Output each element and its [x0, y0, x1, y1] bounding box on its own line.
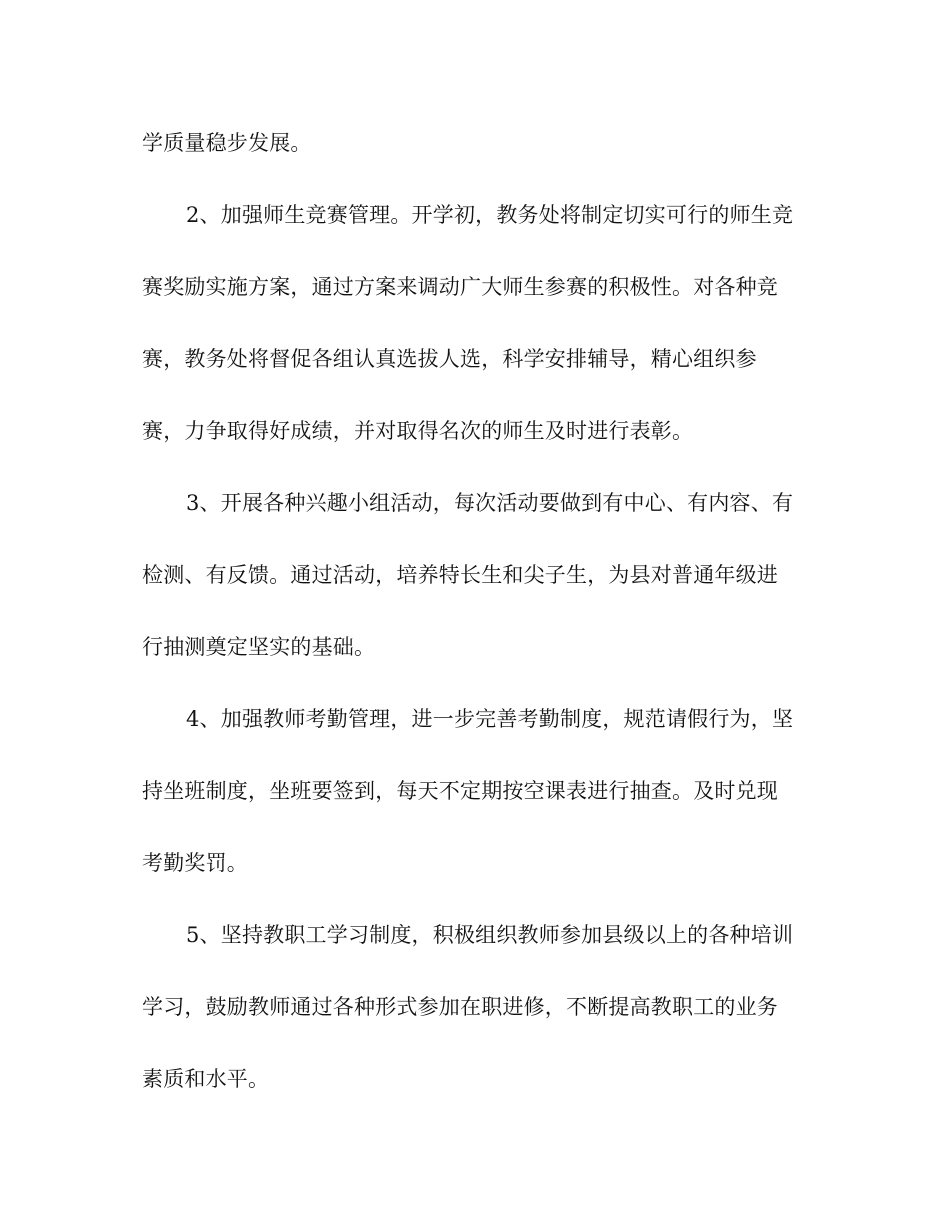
text-line: 学质量稳步发展。 — [142, 131, 312, 155]
text-line: 学习，鼓励教师通过各种形式参加在职进修，不断提高教职工的业务 — [142, 995, 778, 1019]
paragraph-2-line: 2、加强师生竞赛管理。开学初，教务处将制定切实可行的师生竞 — [186, 203, 794, 227]
text-line: 考勤奖罚。 — [142, 851, 248, 875]
text-line: 赛奖励实施方案，通过方案来调动广大师生参赛的积极性。对各种竞 — [142, 275, 778, 299]
paragraph-5-line: 5、坚持教职工学习制度，积极组织教师参加县级以上的各种培训 — [186, 923, 794, 947]
paragraph-3-line: 3、开展各种兴趣小组活动，每次活动要做到有中心、有内容、有 — [186, 491, 794, 515]
text-line: 检测、有反馈。通过活动，培养特长生和尖子生，为县对普通年级进 — [142, 563, 778, 587]
text-line: 持坐班制度，坐班要签到，每天不定期按空课表进行抽查。及时兑现 — [142, 779, 778, 803]
text-line: 赛，力争取得好成绩，并对取得名次的师生及时进行表彰。 — [142, 419, 694, 443]
text-line: 赛，教务处将督促各组认真选拔人选，科学安排辅导，精心组织参 — [142, 347, 757, 371]
text-line: 行抽测奠定坚实的基础。 — [142, 635, 376, 659]
paragraph-4-line: 4、加强教师考勤管理，进一步完善考勤制度，规范请假行为，坚 — [186, 707, 794, 731]
text-line: 素质和水平。 — [142, 1067, 270, 1091]
